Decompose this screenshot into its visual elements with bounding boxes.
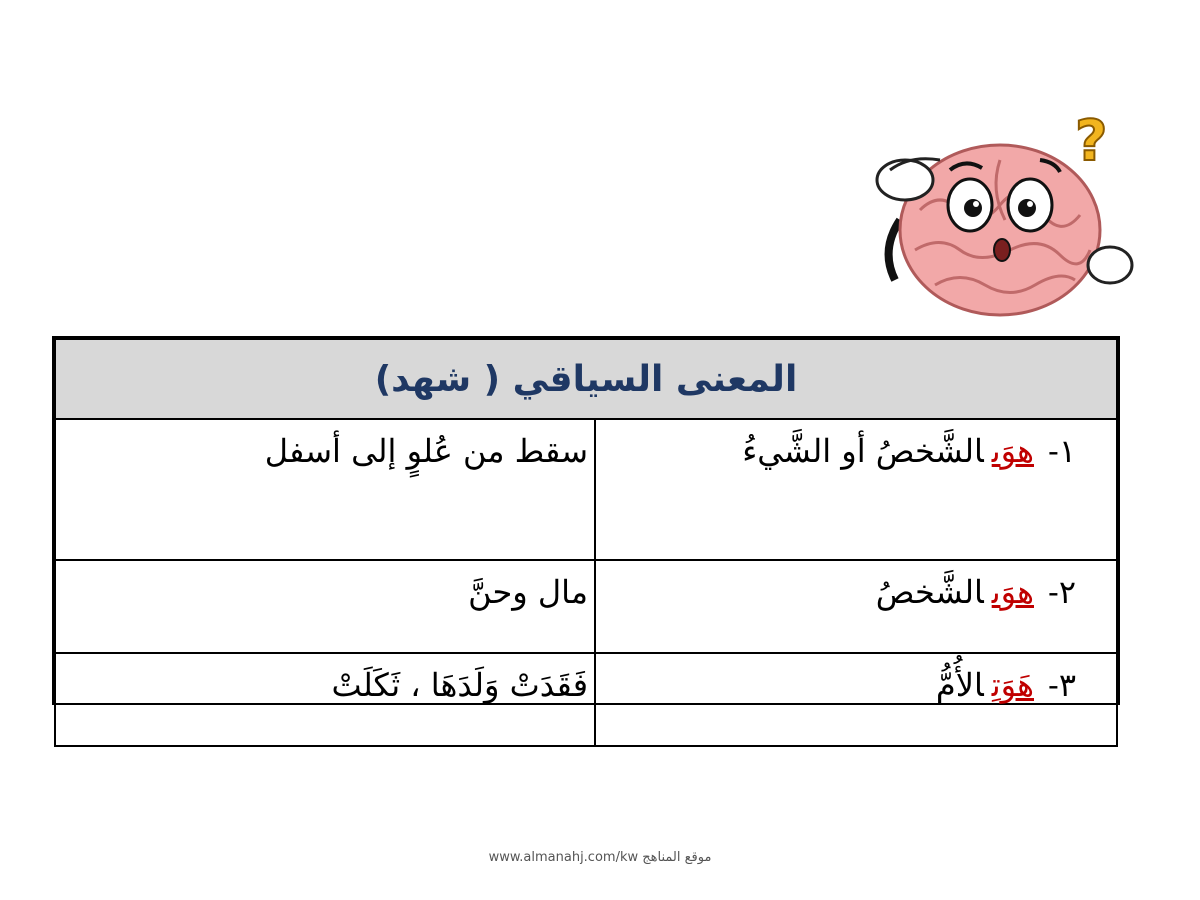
contextual-meaning-table — [52, 336, 1120, 705]
row-number: ٣- — [1048, 666, 1076, 704]
table-row — [55, 653, 1117, 746]
word-cell — [595, 560, 1117, 653]
table-title: المعنى السياقي ( شهد) — [374, 358, 798, 400]
meaning-text: مال وحنَّ — [468, 573, 588, 611]
table-header — [55, 339, 1117, 419]
highlighted-word: هَوَتِ — [991, 666, 1034, 704]
meaning-cell — [55, 653, 595, 746]
word-rest: الشَّخصُ — [875, 573, 984, 611]
word-cell — [595, 653, 1117, 746]
word-rest: الشَّخصُ أو الشَّيءُ — [742, 432, 984, 470]
meaning-text: سقط من عُلوٍ إلى أسفل — [264, 432, 588, 470]
meaning-text: فَقَدَتْ وَلَدَهَا ، ثَكَلَتْ — [331, 666, 588, 704]
meaning-cell — [55, 560, 595, 653]
meaning-table — [54, 338, 1118, 747]
word-rest: الأُمُّ — [935, 666, 984, 704]
row-number: ١- — [1048, 432, 1076, 470]
meaning-cell — [55, 419, 595, 560]
table-row — [55, 419, 1117, 560]
row-number: ٢- — [1048, 573, 1076, 611]
svg-text:?: ? — [1075, 109, 1108, 174]
highlighted-word: هوَى — [991, 573, 1034, 611]
highlighted-word: هوَى — [991, 432, 1034, 470]
word-cell — [595, 419, 1117, 560]
footer-watermark: www.almanahj.com/kw موقع المناهج — [488, 850, 712, 865]
table-row — [55, 560, 1117, 653]
confused-brain-mascot-icon — [860, 100, 1140, 330]
